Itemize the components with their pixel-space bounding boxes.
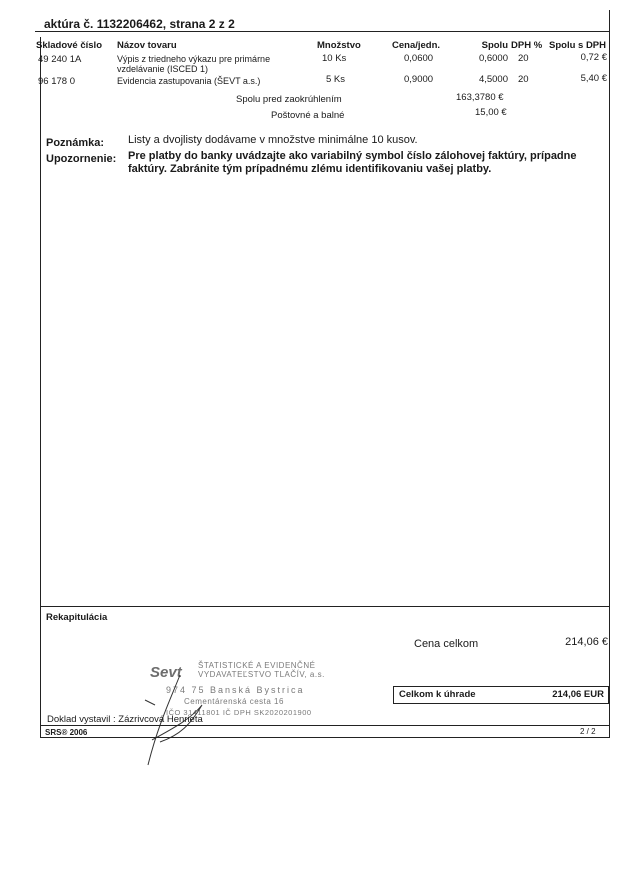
footer-bottom-rule xyxy=(40,737,610,738)
row1-total-vat: 0,72 € xyxy=(580,52,607,63)
before-rounding-label: Spolu pred zaokrúhlením xyxy=(236,94,342,105)
software-label: SRS® 2006 xyxy=(45,728,88,737)
col-header-qty: Množstvo xyxy=(317,40,361,51)
recap-total-label: Cena celkom xyxy=(414,638,479,650)
row2-total-vat: 5,40 € xyxy=(580,73,607,84)
stamp-line3: 974 75 Banská Bystrica xyxy=(166,685,305,695)
frame-top-rule xyxy=(35,31,610,32)
row2-qty: 5 Ks xyxy=(326,74,346,85)
row1-vat: 20 xyxy=(518,53,529,64)
footer-top-rule xyxy=(40,725,610,726)
row1-unit-price: 0,0600 xyxy=(404,53,434,64)
warning-line2: faktúry. Zabránite tým prípadnému zlému identifikovaniu vašej platby. xyxy=(128,163,492,175)
warning-line1: Pre platby do banky uvádzajte ako variabilný symbol číslo zálohovej faktúry, prípadne xyxy=(128,150,577,162)
col-header-total: Spolu xyxy=(481,40,508,51)
col-header-unit-price: Cena/jedn. xyxy=(392,40,441,51)
warning-label: Upozornenie: xyxy=(46,153,117,165)
frame-left-rule xyxy=(40,37,41,737)
page-number: 2 / 2 xyxy=(580,727,596,736)
before-rounding-value: 163,3780 € xyxy=(456,92,504,103)
row1-name-line1: Výpis z triedneho výkazu pre primárne xyxy=(117,54,271,64)
row2-unit-price: 0,9000 xyxy=(404,74,434,85)
row1-code: 49 240 1A xyxy=(38,54,82,65)
note-text: Listy a dvojlisty dodávame v množstve minimálne 10 kusov. xyxy=(128,134,418,146)
invoice-header-title: aktúra č. 1132206462, strana 2 z 2 xyxy=(44,17,235,31)
payable-label: Celkom k úhrade xyxy=(399,689,476,700)
note-label: Poznámka: xyxy=(46,137,105,149)
row1-qty: 10 Ks xyxy=(322,53,347,64)
row2-name-line1: Evidencia zastupovania (ŠEVT a.s.) xyxy=(117,76,261,86)
recap-top-rule xyxy=(40,606,610,607)
col-header-vat: DPH % xyxy=(511,40,543,51)
row2-code: 96 178 0 xyxy=(38,76,75,87)
stamp-line5: IČO 31411801 IČ DPH SK2020201900 xyxy=(166,708,312,717)
frame-right-rule xyxy=(609,10,610,737)
issued-by: Doklad vystavil : Zázrivcová Henrieta xyxy=(47,714,203,725)
payable-value: 214,06 EUR xyxy=(552,689,604,700)
recap-total-value: 214,06 € xyxy=(565,636,608,648)
row1-total: 0,6000 xyxy=(478,53,508,64)
stamp-logo: Sevt xyxy=(150,664,182,681)
row2-total: 4,5000 xyxy=(478,74,508,85)
stamp-line2: VYDAVATEĽSTVO TLAČÍV, a.s. xyxy=(198,670,325,679)
row1-name-line2: vzdelávanie (ISCED 1) xyxy=(117,64,209,74)
col-header-name: Názov tovaru xyxy=(117,40,177,51)
postage-value: 15,00 € xyxy=(475,107,507,118)
row2-vat: 20 xyxy=(518,74,529,85)
recap-title: Rekapitulácia xyxy=(46,612,108,623)
col-header-code: Skladové číslo xyxy=(36,40,103,51)
stamp-line4: Cementárenská cesta 16 xyxy=(184,697,284,706)
col-header-total-vat: Spolu s DPH xyxy=(549,40,607,51)
stamp-line1: ŠTATISTICKÉ A EVIDENČNÉ xyxy=(198,661,316,670)
postage-label: Poštovné a balné xyxy=(271,110,345,121)
